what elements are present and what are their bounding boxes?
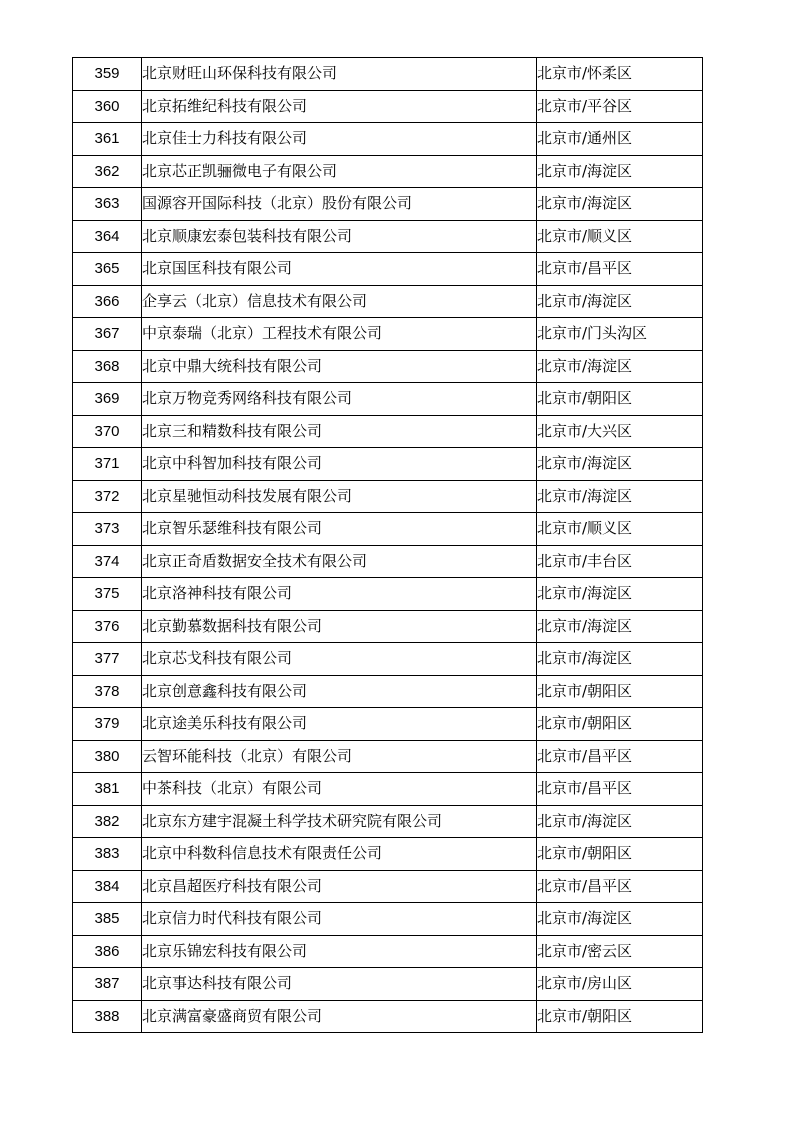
company-name: 北京途美乐科技有限公司	[142, 708, 537, 741]
table-row	[73, 578, 703, 611]
company-name: 北京信力时代科技有限公司	[142, 903, 537, 936]
row-number: 368	[73, 350, 142, 383]
company-name: 中京泰瑞（北京）工程技术有限公司	[142, 318, 537, 351]
row-number: 364	[73, 220, 142, 253]
company-list-body	[73, 58, 703, 1033]
company-name: 北京中鼎大统科技有限公司	[142, 350, 537, 383]
table-row	[73, 480, 703, 513]
company-name: 中茶科技（北京）有限公司	[142, 773, 537, 806]
row-number: 365	[73, 253, 142, 286]
table-row	[73, 253, 703, 286]
table-row	[73, 155, 703, 188]
company-name: 云智环能科技（北京）有限公司	[142, 740, 537, 773]
company-location: 北京市/大兴区	[537, 415, 703, 448]
table-row	[73, 383, 703, 416]
company-location: 北京市/昌平区	[537, 773, 703, 806]
row-number: 385	[73, 903, 142, 936]
company-name: 北京三和精数科技有限公司	[142, 415, 537, 448]
company-name: 北京乐锦宏科技有限公司	[142, 935, 537, 968]
row-number: 373	[73, 513, 142, 546]
company-location: 北京市/海淀区	[537, 805, 703, 838]
company-list-table	[72, 57, 703, 1033]
company-name: 北京财旺山环保科技有限公司	[142, 58, 537, 91]
company-location: 北京市/海淀区	[537, 610, 703, 643]
table-row	[73, 415, 703, 448]
company-location: 北京市/海淀区	[537, 578, 703, 611]
table-row	[73, 610, 703, 643]
row-number: 379	[73, 708, 142, 741]
row-number: 387	[73, 968, 142, 1001]
row-number: 374	[73, 545, 142, 578]
table-row	[73, 805, 703, 838]
table-row	[73, 870, 703, 903]
company-location: 北京市/海淀区	[537, 643, 703, 676]
company-location: 北京市/朝阳区	[537, 838, 703, 871]
company-location: 北京市/通州区	[537, 123, 703, 156]
company-name: 北京拓维纪科技有限公司	[142, 90, 537, 123]
company-name: 北京顺康宏泰包装科技有限公司	[142, 220, 537, 253]
table-row	[73, 838, 703, 871]
table-row	[73, 1000, 703, 1033]
table-row	[73, 318, 703, 351]
row-number: 377	[73, 643, 142, 676]
company-location: 北京市/房山区	[537, 968, 703, 1001]
company-location: 北京市/丰台区	[537, 545, 703, 578]
company-name: 国源容开国际科技（北京）股份有限公司	[142, 188, 537, 221]
company-location: 北京市/朝阳区	[537, 1000, 703, 1033]
row-number: 361	[73, 123, 142, 156]
table-row	[73, 740, 703, 773]
company-name: 企享云（北京）信息技术有限公司	[142, 285, 537, 318]
company-location: 北京市/朝阳区	[537, 708, 703, 741]
row-number: 371	[73, 448, 142, 481]
company-location: 北京市/海淀区	[537, 903, 703, 936]
row-number: 376	[73, 610, 142, 643]
company-name: 北京昌超医疗科技有限公司	[142, 870, 537, 903]
row-number: 384	[73, 870, 142, 903]
company-name: 北京创意鑫科技有限公司	[142, 675, 537, 708]
table-row	[73, 350, 703, 383]
table-row	[73, 643, 703, 676]
table-row	[73, 58, 703, 91]
table-row	[73, 220, 703, 253]
table-row	[73, 708, 703, 741]
row-number: 359	[73, 58, 142, 91]
row-number: 366	[73, 285, 142, 318]
company-name: 北京勤慕数据科技有限公司	[142, 610, 537, 643]
company-name: 北京国匡科技有限公司	[142, 253, 537, 286]
company-location: 北京市/昌平区	[537, 253, 703, 286]
company-name: 北京中科数科信息技术有限责任公司	[142, 838, 537, 871]
row-number: 375	[73, 578, 142, 611]
company-name: 北京东方建宇混凝土科学技术研究院有限公司	[142, 805, 537, 838]
company-location: 北京市/昌平区	[537, 740, 703, 773]
company-location: 北京市/海淀区	[537, 480, 703, 513]
row-number: 378	[73, 675, 142, 708]
row-number: 388	[73, 1000, 142, 1033]
company-name: 北京洛神科技有限公司	[142, 578, 537, 611]
table-row	[73, 123, 703, 156]
company-location: 北京市/海淀区	[537, 188, 703, 221]
company-location: 北京市/朝阳区	[537, 675, 703, 708]
company-location: 北京市/密云区	[537, 935, 703, 968]
company-name: 北京佳士力科技有限公司	[142, 123, 537, 156]
company-location: 北京市/海淀区	[537, 448, 703, 481]
company-location: 北京市/海淀区	[537, 285, 703, 318]
table-row	[73, 968, 703, 1001]
company-location: 北京市/顺义区	[537, 513, 703, 546]
table-row	[73, 545, 703, 578]
company-name: 北京事达科技有限公司	[142, 968, 537, 1001]
table-row	[73, 448, 703, 481]
company-location: 北京市/海淀区	[537, 350, 703, 383]
row-number: 362	[73, 155, 142, 188]
company-name: 北京芯戈科技有限公司	[142, 643, 537, 676]
table-row	[73, 188, 703, 221]
row-number: 370	[73, 415, 142, 448]
company-location: 北京市/怀柔区	[537, 58, 703, 91]
row-number: 372	[73, 480, 142, 513]
company-location: 北京市/海淀区	[537, 155, 703, 188]
table-row	[73, 90, 703, 123]
company-name: 北京万物竞秀网络科技有限公司	[142, 383, 537, 416]
table-row	[73, 935, 703, 968]
company-location: 北京市/朝阳区	[537, 383, 703, 416]
company-location: 北京市/顺义区	[537, 220, 703, 253]
row-number: 367	[73, 318, 142, 351]
row-number: 386	[73, 935, 142, 968]
table-row	[73, 675, 703, 708]
company-location: 北京市/平谷区	[537, 90, 703, 123]
row-number: 369	[73, 383, 142, 416]
row-number: 382	[73, 805, 142, 838]
row-number: 380	[73, 740, 142, 773]
row-number: 363	[73, 188, 142, 221]
table-row	[73, 513, 703, 546]
company-name: 北京芯正凯骊微电子有限公司	[142, 155, 537, 188]
company-location: 北京市/昌平区	[537, 870, 703, 903]
row-number: 360	[73, 90, 142, 123]
company-name: 北京满富豪盛商贸有限公司	[142, 1000, 537, 1033]
row-number: 381	[73, 773, 142, 806]
table-row	[73, 285, 703, 318]
company-name: 北京星驰恒动科技发展有限公司	[142, 480, 537, 513]
company-name: 北京正奇盾数据安全技术有限公司	[142, 545, 537, 578]
company-name: 北京中科智加科技有限公司	[142, 448, 537, 481]
table-row	[73, 903, 703, 936]
company-name: 北京智乐瑟维科技有限公司	[142, 513, 537, 546]
table-row	[73, 773, 703, 806]
row-number: 383	[73, 838, 142, 871]
company-location: 北京市/门头沟区	[537, 318, 703, 351]
